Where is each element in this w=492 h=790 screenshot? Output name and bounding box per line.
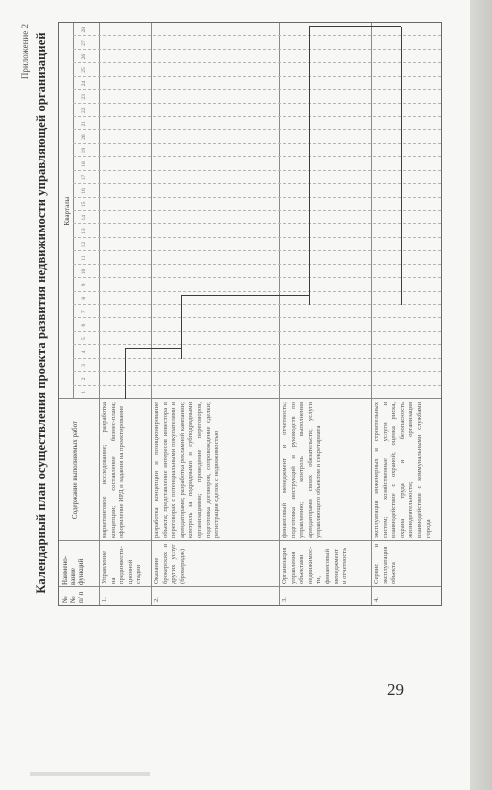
schedule-connector [125, 348, 181, 349]
quarter-gridline [73, 170, 441, 171]
schedule-connector [309, 26, 401, 27]
quarter-gridline [73, 344, 441, 345]
quarter-gridline [73, 49, 441, 50]
schedule-bar [401, 27, 402, 305]
header-quarters: Кварталы [63, 196, 71, 226]
quarter-number: 11 [81, 255, 87, 261]
page-title: Календарный план осуществления проекта развития недвижимости управляющей организацией [34, 32, 48, 594]
quarter-gridline [73, 237, 441, 238]
row-4-num: 4. [373, 597, 380, 602]
rule-header-bottom [99, 23, 100, 605]
quarter-gridline [73, 291, 441, 292]
quarter-gridline [73, 156, 441, 157]
row-2-name: Оказание брокерских и других услуг (брокеридж) [153, 544, 186, 584]
page-number: 29 [387, 680, 404, 699]
header-num: № № п/ п [61, 591, 85, 603]
row-2-num: 2. [153, 597, 160, 602]
quarter-gridline [73, 143, 441, 144]
quarter-number: 8 [81, 296, 87, 300]
row-4-work: эксплуатация инженерных и строительных систем; хозяйственные услуги и взаимодействие с охраной; оценка риска, охрана труда и безопасность жизнедеятельности; организация взаимодействия с коммунальными службами города [373, 402, 432, 538]
header-name: Наимено-вание функций [61, 555, 85, 585]
quarter-gridline [73, 250, 441, 251]
quarter-number: 22 [81, 107, 87, 114]
rule-row-2 [279, 23, 280, 605]
quarter-gridline [73, 277, 441, 278]
schedule-bar [309, 27, 310, 305]
schedule-connector [181, 295, 309, 296]
schedule-bar [125, 349, 126, 399]
quarter-number: 7 [81, 310, 87, 314]
quarter-gridline [73, 183, 441, 184]
quarter-number: 17 [81, 174, 87, 181]
quarter-gridline [73, 35, 441, 36]
quarter-number: 27 [81, 40, 87, 46]
quarter-gridline [73, 116, 441, 117]
quarter-number: 13 [81, 228, 87, 234]
rule-quarters-header [73, 23, 74, 399]
quarter-number: 15 [81, 201, 87, 208]
quarter-number: 1 [81, 390, 87, 394]
appendix-label: Приложение 2 [20, 24, 30, 80]
quarter-gridline [73, 197, 441, 198]
quarter-number: 10 [81, 268, 87, 275]
quarter-gridline [73, 385, 441, 386]
quarter-number: 5 [81, 337, 87, 340]
quarter-number: 4 [81, 350, 87, 354]
rule-row-3 [371, 23, 372, 605]
rule-row-1 [151, 23, 152, 605]
quarter-gridline [73, 129, 441, 130]
quarter-gridline [73, 358, 441, 359]
quarter-gridline [73, 223, 441, 224]
quarter-gridline [73, 371, 441, 372]
quarter-number: 26 [81, 53, 87, 60]
row-2-work: разработка концепции и позиционирование объекта; представление интересов инвестора в переговорах с потенциальными покупателями и арендаторами; разработка рекламной кампании; контроль за подрядными и субподрядными организациями; проведение переговоров, подготовка договоров, сопровождение сделки; регистрация сделок с недвижимостью [153, 402, 221, 538]
quarter-number: 2 [81, 377, 87, 381]
quarter-number: 19 [81, 147, 87, 154]
page-edge [470, 0, 492, 790]
quarter-gridline [73, 317, 441, 318]
row-3-num: 3. [281, 597, 288, 602]
rotated-content [18, 18, 448, 608]
row-1-name: Управление на прединвести-ционной стадии [101, 546, 143, 584]
quarter-number: 16 [81, 188, 87, 194]
quarter-number: 6 [81, 323, 87, 327]
quarter-gridline [73, 62, 441, 63]
quarter-number: 23 [81, 94, 87, 100]
quarter-number: 21 [81, 120, 87, 127]
quarter-number: 18 [81, 161, 87, 167]
header-work: Содержание выполняемых работ [71, 420, 79, 520]
quarter-gridline [73, 264, 441, 265]
quarter-number: 20 [81, 134, 87, 140]
quarter-gridline [73, 331, 441, 332]
quarter-number: 14 [81, 214, 87, 221]
row-1-work: маркетинговое исследование; разработка концепции; составление бизнес-плана; оформление ИРД и задания на проектирование [101, 402, 126, 538]
row-3-name: Организация управления объектами недвижимос-ти, финансовый менеджмент и отчетность [281, 546, 349, 584]
schedule-bar [181, 296, 182, 359]
quarter-number: 12 [81, 241, 87, 248]
schedule-table [58, 22, 442, 606]
quarter-number: 24 [81, 80, 87, 87]
quarter-number: 28 [81, 26, 87, 33]
quarter-number: 3 [81, 364, 87, 367]
rule-col-3 [59, 398, 441, 399]
row-4-name: Сервис и эксплуатация объекта [373, 544, 398, 584]
quarter-gridline [73, 76, 441, 77]
row-3-work: финансовый менеджмент и отчетность; подготовка инструкций и руководств по управлению; контроль выполнения арендаторами своих обязательств; услуги управляющего объектом и секретариата [281, 402, 323, 538]
quarter-gridline [73, 210, 441, 211]
quarter-gridline [73, 103, 441, 104]
quarter-gridline [73, 89, 441, 90]
quarter-number: 25 [81, 67, 87, 73]
rule-col-1 [59, 586, 441, 587]
quarter-number: 9 [81, 283, 87, 287]
quarter-gridline [73, 304, 441, 305]
scan-smudge [30, 772, 150, 776]
rule-col-2 [59, 540, 441, 541]
row-1-num: 1. [101, 597, 108, 602]
